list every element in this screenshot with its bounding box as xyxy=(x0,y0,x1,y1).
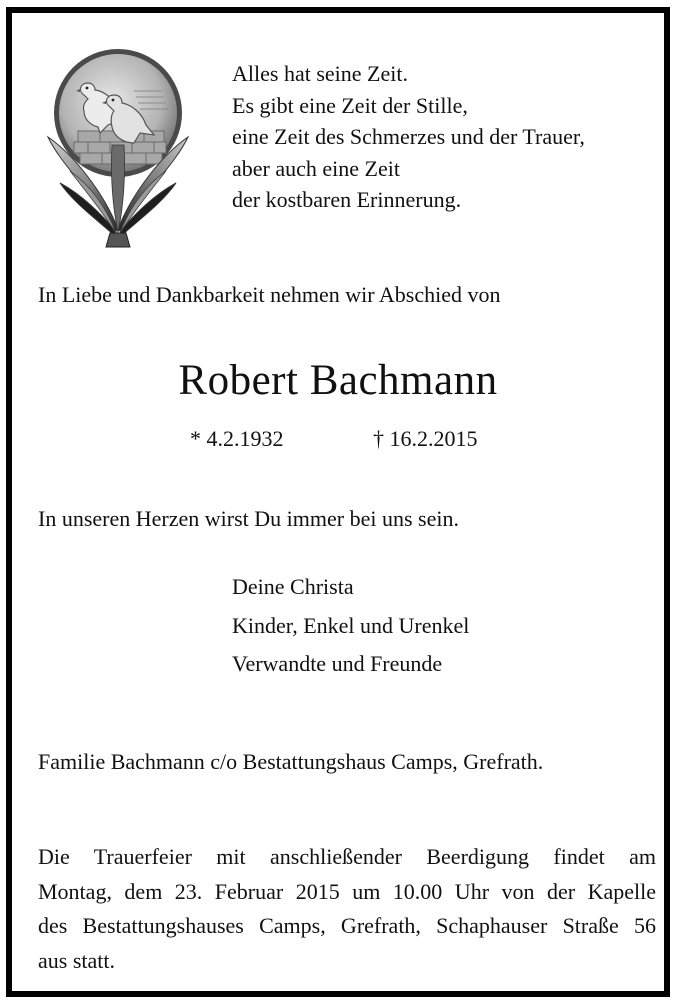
service-line: aus statt. xyxy=(38,947,115,973)
mourner-entry: Verwandte und Freunde xyxy=(232,651,443,676)
service-line: des Bestattungshauses Camps, Grefrath, Schaphauser Straße 56 xyxy=(38,913,656,938)
notice-frame xyxy=(6,7,670,997)
death-date: † 16.2.2015 xyxy=(373,426,478,451)
poem-line: Alles hat seine Zeit. xyxy=(232,61,408,86)
funeral-service-info xyxy=(38,840,656,978)
mourner-entry: Deine Christa xyxy=(232,574,354,599)
service-line: Die Trauerfeier mit anschließender Beerdigung findet am xyxy=(38,844,656,869)
mourners-list xyxy=(232,568,469,684)
family-contact: Familie Bachmann c/o Bestattungshaus Camps, Grefrath. xyxy=(38,749,544,774)
poem-line: aber auch eine Zeit xyxy=(232,155,400,181)
doves-emblem-icon xyxy=(34,43,202,253)
farewell-intro: In Liebe und Dankbarkeit nehmen wir Abschied von xyxy=(38,282,501,307)
poem xyxy=(232,58,585,216)
poem-line: eine Zeit des Schmerzes und der Trauer, xyxy=(232,124,585,149)
remembrance-line: In unseren Herzen wirst Du immer bei uns sein. xyxy=(38,506,459,531)
service-line: Montag, dem 23. Februar 2015 um 10.00 Uhr von der Kapelle xyxy=(38,878,656,904)
birth-date: * 4.2.1932 xyxy=(190,426,284,451)
deceased-name: Robert Bachmann xyxy=(178,357,498,404)
poem-line: der kostbaren Erinnerung. xyxy=(232,187,462,212)
poem-line: Es gibt eine Zeit der Stille, xyxy=(232,92,468,118)
mourner-entry: Kinder, Enkel und Urenkel xyxy=(232,612,470,638)
